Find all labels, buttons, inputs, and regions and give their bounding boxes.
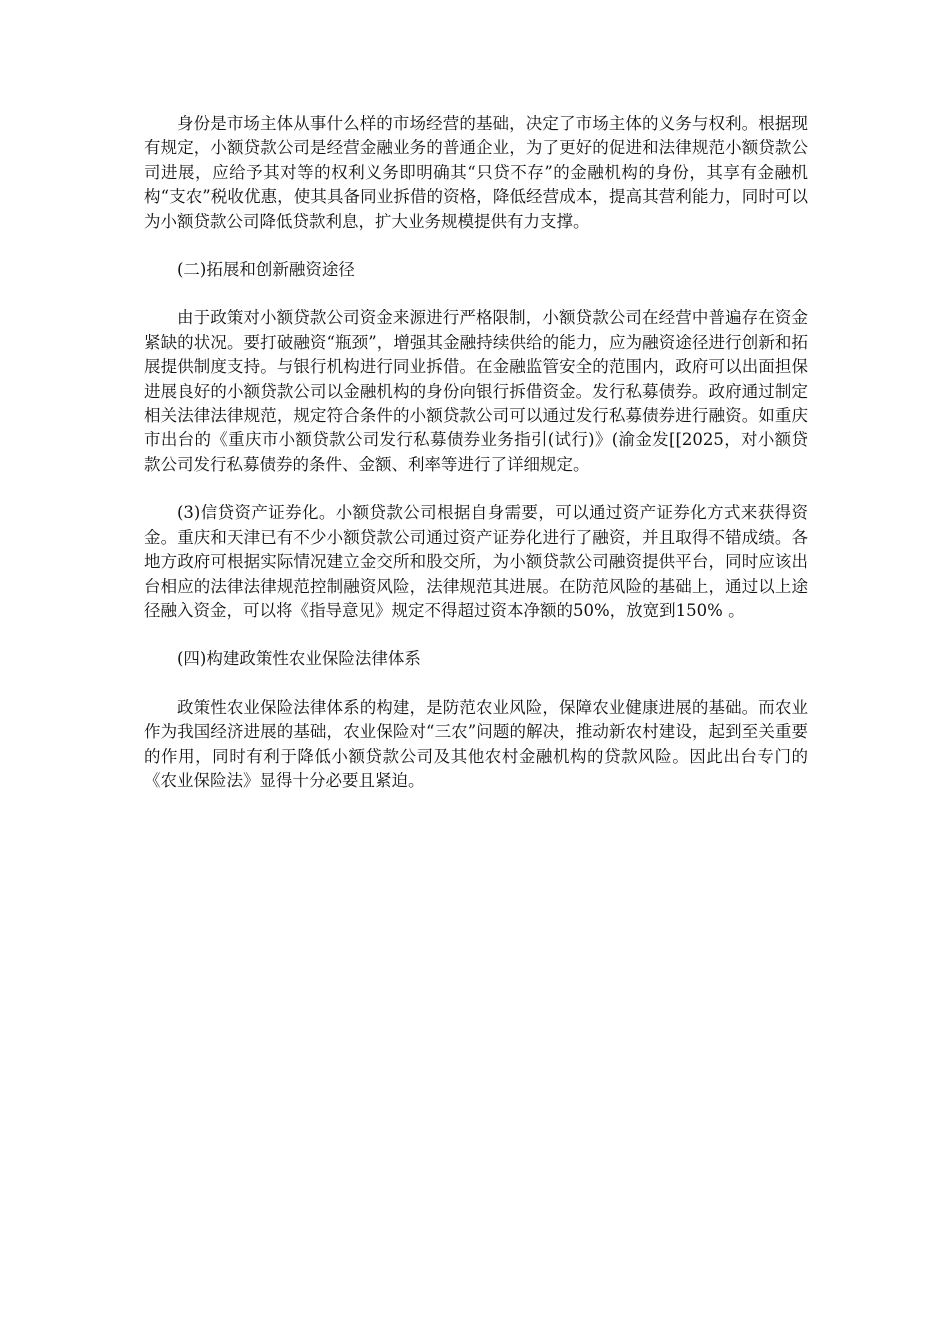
document-body <box>144 112 808 817</box>
section-heading-financing: (二)拓展和创新融资途径 <box>177 260 355 280</box>
paragraph-financing: 由于政策对小额贷款公司资金来源进行严格限制，小额贷款公司在经营中普遍存在资金紧缺的状况。要打破融资“瓶颈”，增强其金融持续供给的能力，应为融资途径进行创新和拓展提供制度支持。与银行机构进行同业拆借。在金融监管安全的范围内，政府可以出面担保进展良好的小额贷款公司以金融机构的身份向银行拆借资金。发行私募债券。政府通过制定相关法律法律规范，规定符合条件的小额贷款公司可以通过发行私募债券进行融资。如重庆市出台的《重庆市小额贷款公司发行私募债券业务指引(试行)》(渝金发[[2025，对小额贷款公司发行私募债券的条件、金额、利率等进行了详细规定。 <box>144 308 808 474</box>
paragraph-identity: 身份是市场主体从事什么样的市场经营的基础，决定了市场主体的义务与权利。根据现有规定，小额贷款公司是经营金融业务的普通企业，为了更好的促进和法律规范小额贷款公司进展，应给予其对等的权利义务即明确其“只贷不存”的金融机构的身份，其享有金融机构“支农”税收优惠，使其具备同业拆借的资格，降低经营成本，提高其营利能力，同时可以为小额贷款公司降低贷款利息，扩大业务规模提供有力支撑。 <box>144 114 808 231</box>
paragraph-insurance: 政策性农业保险法律体系的构建，是防范农业风险，保障农业健康进展的基础。而农业作为我国经济进展的基础，农业保险对“三农”问题的解决，推动新农村建设，起到至关重要的作用，同时有利于降低小额贷款公司及其他农村金融机构的贷款风险。因此出台专门的《农业保险法》显得十分必要且紧迫。 <box>144 697 808 790</box>
section-heading-insurance: (四)构建政策性农业保险法律体系 <box>177 649 421 669</box>
paragraph-securitization: (3)信贷资产证券化。小额贷款公司根据自身需要，可以通过资产证券化方式来获得资金。重庆和天津已有不少小额贷款公司通过资产证券化进行了融资，并且取得不错成绩。各地方政府可根据实际情况建立金交所和股交所，为小额贷款公司融资提供平台，同时应该出台相应的法律法律规范控制融资风险，法律规范其进展。在防范风险的基础上，通过以上途径融入资金，可以将《指导意见》规定不得超过资本净额的50%，放宽到150% 。 <box>144 503 808 620</box>
